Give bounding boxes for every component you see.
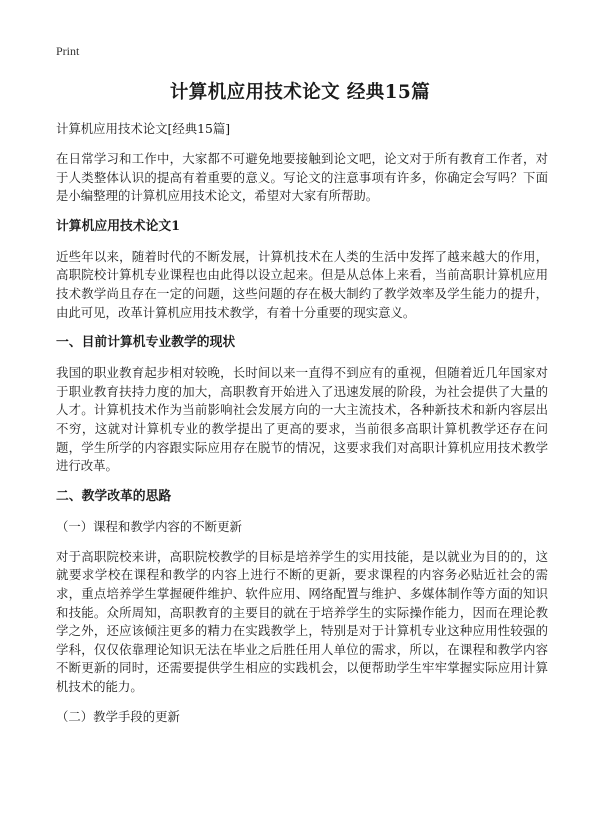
essay-title: 计算机应用技术论文1 [56,218,181,234]
subsection-heading-curriculum: （一）课程和教学内容的不断更新 [56,518,242,534]
section-heading-current-status: 一、目前计算机专业教学的现状 [56,335,236,351]
intro-paragraph: 在日常学习和工作中，大家都不可避免地要接触到论文吧，论文对于所有教育工作者，对于人类整体认识的提高有着重要的意义。写论文的注意事项有许多，你确定会写吗？下面是小编整理的计算机应用技术论文，希望对大家有所帮助。 [56,151,548,204]
document-subtitle: 计算机应用技术论文[经典15篇] [56,121,231,136]
subsection-heading-teaching-methods: （二）教学手段的更新 [56,709,180,725]
page-title: 计算机应用技术论文 经典15篇 [169,82,431,103]
section-paragraph-current-status: 我国的职业教育起步相对较晚，长时间以来一直得不到应有的重视，但随着近几年国家对于职业教育扶持力度的加大，高职教育开始进入了迅速发展的阶段，为社会提供了大量的人才。计算机技术作为当前影响社会发展方向的一大主流技术，各种新技术和新内容层出不穷，这就对计算机专业的教学提出了更高的要求，当前很多高职计算机教学还存在问题，学生所学的内容跟实际应用存在脱节的情况，这要求我们对高职计算机应用技术教学进行改革。 [56,365,548,474]
subsection-paragraph-curriculum: 对于高职院校来讲，高职院校教学的目标是培养学生的实用技能，是以就业为目的的，这就要求学校在课程和教学的内容上进行不断的更新，要求课程的内容务必贴近社会的需求，重点培养学生掌握硬件维护、软件应用、网络配置与维护、多媒体制作等方面的知识和技能。众所周知，高职教育的主要目的就在于培养学生的实际操作能力，因而在理论教学之外，还应该倾注更多的精力在实践教学上，特别是对于计算机专业这种应用性较强的学科，仅仅依靠理论知识无法在毕业之后胜任用人单位的需求，所以，在课程和教学内容不断更新的同时，还需要提供学生相应的实践机会，以便帮助学生牢牢掌握实际应用计算机技术的能力。 [56,548,548,694]
section-heading-reform-ideas: 二、教学改革的思路 [56,488,172,504]
essay-paragraph: 近些年以来，随着时代的不断发展，计算机技术在人类的生活中发挥了越来越大的作用，高职院校计算机专业课程也由此得以设立起来。但是从总体上来看，当前高职计算机应用技术教学尚且存在一定的问题，这些问题的存在极大制约了教学效率及学生能力的提升，由此可见，改革计算机应用技术教学，有着十分重要的现实意义。 [56,248,548,320]
document-body [56,120,548,738]
print-label: Print [56,44,80,58]
